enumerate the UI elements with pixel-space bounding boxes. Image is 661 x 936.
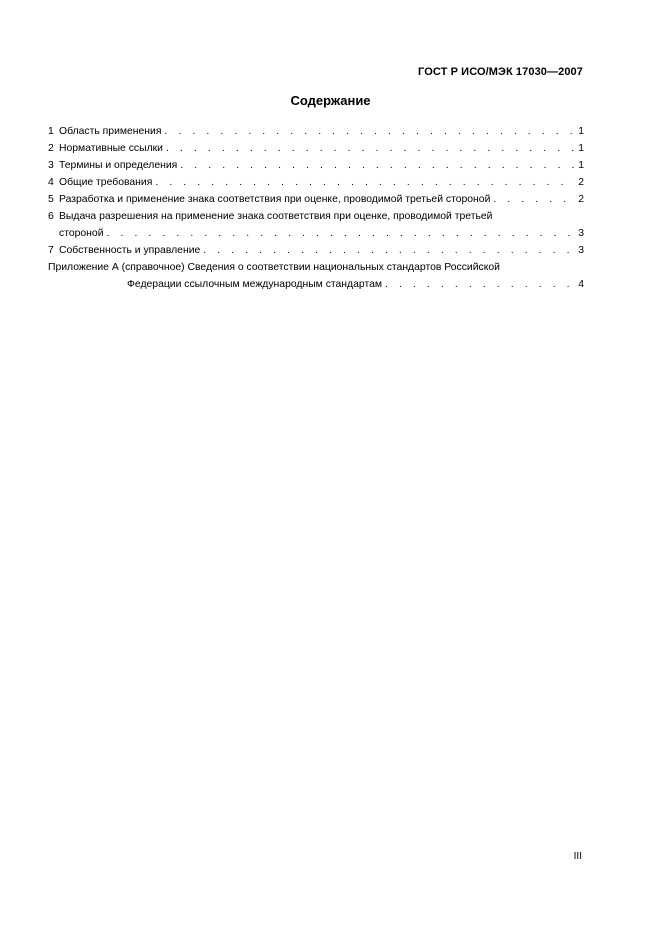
toc-entry-text-line1 — [48, 208, 584, 225]
dot-leader — [382, 276, 575, 293]
toc-entry-text — [48, 123, 161, 140]
toc-entry-number: 1 — [48, 126, 54, 137]
dot-leader — [104, 225, 576, 242]
toc-entry-label: Термины и определения — [59, 160, 178, 171]
toc-entry-number: 4 — [48, 177, 54, 188]
toc-entry-page: 4 — [578, 279, 584, 290]
toc-entry-page: 3 — [578, 228, 584, 239]
toc-entry-label: Разработка и применение знака соответствия при оценке, проводимой третьей стороной — [59, 194, 491, 205]
toc-entry-number: 6 — [48, 211, 54, 222]
toc-entry-label: Выдача разрешения на применение знака соответствия при оценке, проводимой третьей — [59, 211, 493, 222]
toc-entry-7[interactable] — [48, 242, 584, 259]
document-code: ГОСТ Р ИСО/МЭК 17030—2007 — [418, 66, 583, 78]
toc-entry-6[interactable] — [48, 208, 584, 242]
appendix-continuation — [48, 276, 584, 293]
toc-entry-appendix-a[interactable] — [48, 259, 584, 293]
toc-entry-number: 5 — [48, 194, 54, 205]
toc-entry-1[interactable] — [48, 123, 584, 140]
appendix-line1: Приложение А (справочное) Сведения о соответствии национальных стандартов Российской — [48, 262, 500, 273]
dot-leader — [152, 174, 575, 191]
dot-leader — [490, 191, 575, 208]
toc-entry-label-cont: стороной — [59, 228, 104, 239]
toc-entry-2[interactable] — [48, 140, 584, 157]
toc-entry-page: 1 — [578, 126, 584, 137]
toc-entry-label: Собственность и управление — [59, 245, 201, 256]
toc-entry-5[interactable] — [48, 191, 584, 208]
toc-entry-number: 3 — [48, 160, 54, 171]
toc-entry-4[interactable] — [48, 174, 584, 191]
toc-entry-text — [48, 242, 200, 259]
toc-entry-number: 7 — [48, 245, 54, 256]
dot-leader — [200, 242, 575, 259]
toc-entry-text — [48, 191, 490, 208]
toc-entry-text — [48, 157, 177, 174]
toc-entry-page: 1 — [578, 143, 584, 154]
table-of-contents — [48, 123, 584, 293]
toc-entry-label: Общие требования — [59, 177, 153, 188]
toc-entry-text — [48, 174, 152, 191]
toc-entry-page: 2 — [578, 194, 584, 205]
toc-entry-3[interactable] — [48, 157, 584, 174]
toc-entry-text — [48, 140, 163, 157]
toc-entry-page: 2 — [578, 177, 584, 188]
toc-entry-page: 3 — [578, 245, 584, 256]
toc-entry-label: Область применения — [59, 126, 162, 137]
dot-leader — [161, 123, 575, 140]
toc-entry-number: 2 — [48, 143, 54, 154]
dot-leader — [177, 157, 575, 174]
dot-leader — [163, 140, 575, 157]
toc-entry-continuation — [48, 225, 584, 242]
toc-title: Содержание — [290, 93, 371, 108]
appendix-line2: Федерации ссылочным международным стандартам — [127, 279, 383, 290]
toc-entry-label: Нормативные ссылки — [59, 143, 163, 154]
page-number: III — [573, 851, 582, 862]
toc-entry-page: 1 — [578, 160, 584, 171]
